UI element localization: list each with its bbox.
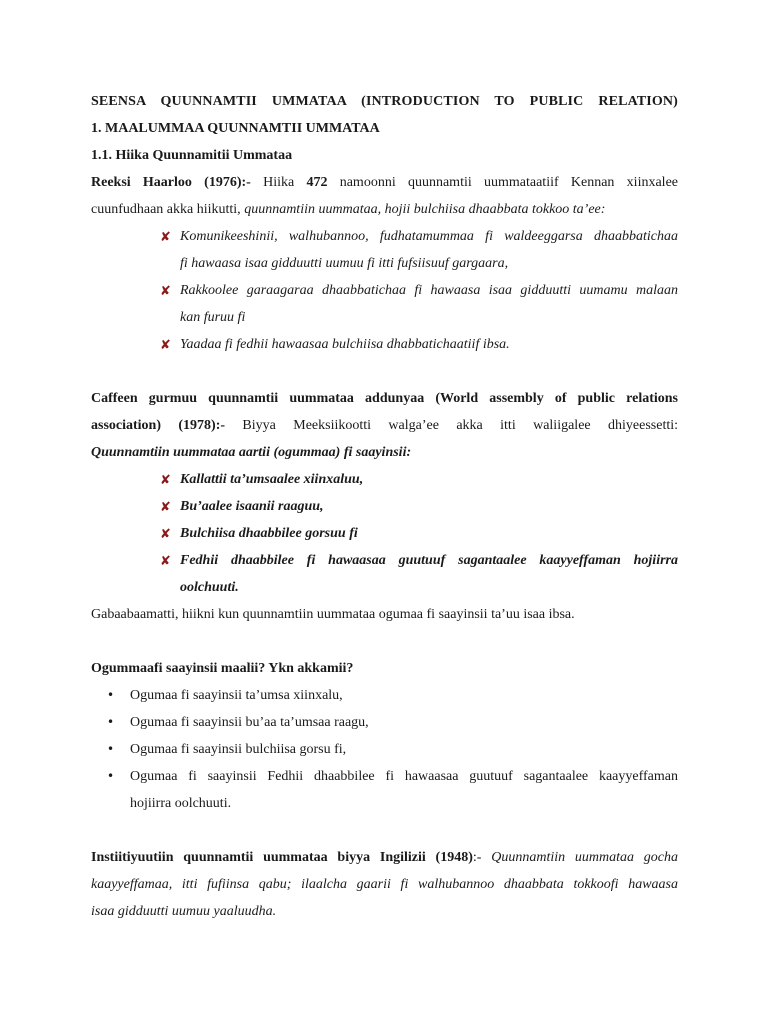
list-item	[160, 331, 678, 358]
section-heading-1-1: 1.1. Hiika Quunnamitii Ummataa	[91, 148, 293, 163]
text-span: namoonni quunnamtii uummataatiif Kennan xiinxalee	[327, 175, 678, 190]
cross-list-1	[160, 223, 678, 358]
cross-list-2	[160, 466, 678, 601]
spacer	[91, 358, 678, 385]
list-item	[160, 277, 678, 331]
list-item-text: Ogumaa fi saayinsii bu’aa ta’umsaa raagu,	[130, 715, 369, 730]
cross-bullet-icon: ✘	[160, 338, 171, 353]
list-item	[160, 223, 678, 277]
list-item-text: Ogumaa fi saayinsii bulchiisa gorsu fi,	[130, 742, 347, 757]
paragraph-line	[91, 844, 678, 871]
list-item	[160, 493, 678, 520]
text-span: Biyya Meeksiikootti walga’ee akka itti waliigalee dhiyeessetti:	[225, 418, 678, 433]
text-span: cuunfudhaan akka hiikutti,	[91, 202, 245, 217]
paragraph-harlow	[91, 169, 678, 223]
bullet-dot-icon: •	[107, 742, 115, 756]
bullet-dot-icon: •	[107, 715, 115, 729]
list-item	[160, 547, 678, 601]
document-title: SEENSA QUUNNAMTII UMMATAA (INTRODUCTION TO PUBLIC RELATION)	[91, 94, 678, 109]
list-item	[107, 763, 678, 817]
list-item	[107, 709, 678, 736]
text-span-italic: quunnamtiin uummataa, hojii bulchiisa dhaabbata tokkoo ta’ee:	[244, 202, 606, 217]
paragraph-line	[91, 412, 678, 439]
spacer	[91, 817, 678, 844]
bullet-dot-icon: •	[107, 688, 115, 702]
text-span: :-	[472, 850, 492, 865]
text-span-italic: Quunnamtiin uummataa gocha	[491, 850, 678, 865]
citation-harlow: Reeksi Haarloo (1976):-	[91, 175, 251, 190]
list-item-text: Ogumaa fi saayinsii ta’umsa xiinxalu,	[130, 688, 343, 703]
list-item-text: oolchuuti.	[180, 580, 239, 595]
cross-bullet-icon: ✘	[160, 230, 171, 245]
cross-bullet-icon: ✘	[160, 500, 171, 515]
citation-institute: Instiitiyuutiin quunnamtii uummataa biyya Ingilizii (1948)	[91, 850, 473, 865]
list-item-text: Komunikeeshinii, walhubannoo, fudhatamummaa fi waldeeggarsa dhaabbatichaa	[180, 229, 678, 244]
list-item	[107, 736, 678, 763]
list-item-text: Ogumaa fi saayinsii Fedhii dhaabbilee fi hawaasaa guutuuf sagantaalee kaayyeffaman	[130, 769, 678, 784]
cross-bullet-icon: ✘	[160, 284, 171, 299]
bullet-dot-icon: •	[107, 769, 115, 783]
list-item-text: hojiirra oolchuuti.	[130, 796, 232, 811]
spacer	[91, 628, 678, 655]
list-item-text: Kallattii ta’umsaalee xiinxaluu,	[180, 472, 364, 487]
list-item-text: fi hawaasa isaa gidduutti uumuu fi itti fufsiisuuf gargaara,	[180, 256, 509, 271]
list-item	[160, 466, 678, 493]
list-item-text: Bulchiisa dhaabbilee gorsuu fi	[180, 526, 358, 541]
list-item	[107, 682, 678, 709]
cross-bullet-icon: ✘	[160, 473, 171, 488]
list-item	[160, 520, 678, 547]
paragraph-line: Quunnamtiin uummataa aartii (ogummaa) fi saayinsii:	[91, 445, 412, 460]
paragraph-line: kaayyeffamaa, itti fufiinsa qabu; ilaalcha gaarii fi walhubannoo dhaabbata tokkoofi hawaasa	[91, 877, 678, 892]
question-heading: Ogummaafi saayinsii maalii? Ykn akkamii?	[91, 661, 354, 676]
cross-bullet-icon: ✘	[160, 527, 171, 542]
definition-count: 472	[306, 175, 328, 190]
list-item-text: Rakkoolee garaagaraa dhaabbatichaa fi hawaasa isaa gidduutti uumamu malaan	[180, 283, 678, 298]
cross-bullet-icon: ✘	[160, 554, 171, 569]
list-item-text: Yaadaa fi fedhii hawaasaa bulchiisa dhabbatichaatiif ibsa.	[180, 337, 510, 352]
text-span: Hiika	[250, 175, 307, 190]
list-item-text: Bu’aalee isaanii raaguu,	[180, 499, 324, 514]
section-heading-1: 1. MAALUMMAA QUUNNAMTII UMMATAA	[91, 121, 380, 136]
text-span-bold: association) (1978):-	[91, 418, 226, 433]
summary-paragraph: Gabaabaamatti, hiikni kun quunnamtiin uummataa ogumaa fi saayinsii ta’uu isaa ibsa.	[91, 607, 575, 622]
paragraph-institute	[91, 844, 678, 925]
document-page	[91, 88, 678, 925]
bullet-list	[107, 682, 678, 817]
paragraph-line: isaa gidduutti uumuu yaaluudha.	[91, 904, 277, 919]
paragraph-harlow-line-2	[91, 196, 678, 223]
list-item-text: kan furuu fi	[180, 310, 246, 325]
paragraph-harlow-line-1	[91, 169, 678, 196]
paragraph-line: Caffeen gurmuu quunnamtii uummataa addunyaa (World assembly of public relations	[91, 391, 678, 406]
paragraph-world-assembly	[91, 385, 678, 466]
list-item-text: Fedhii dhaabbilee fi hawaasaa guutuuf sagantaalee kaayyeffaman hojiirra	[180, 553, 678, 568]
